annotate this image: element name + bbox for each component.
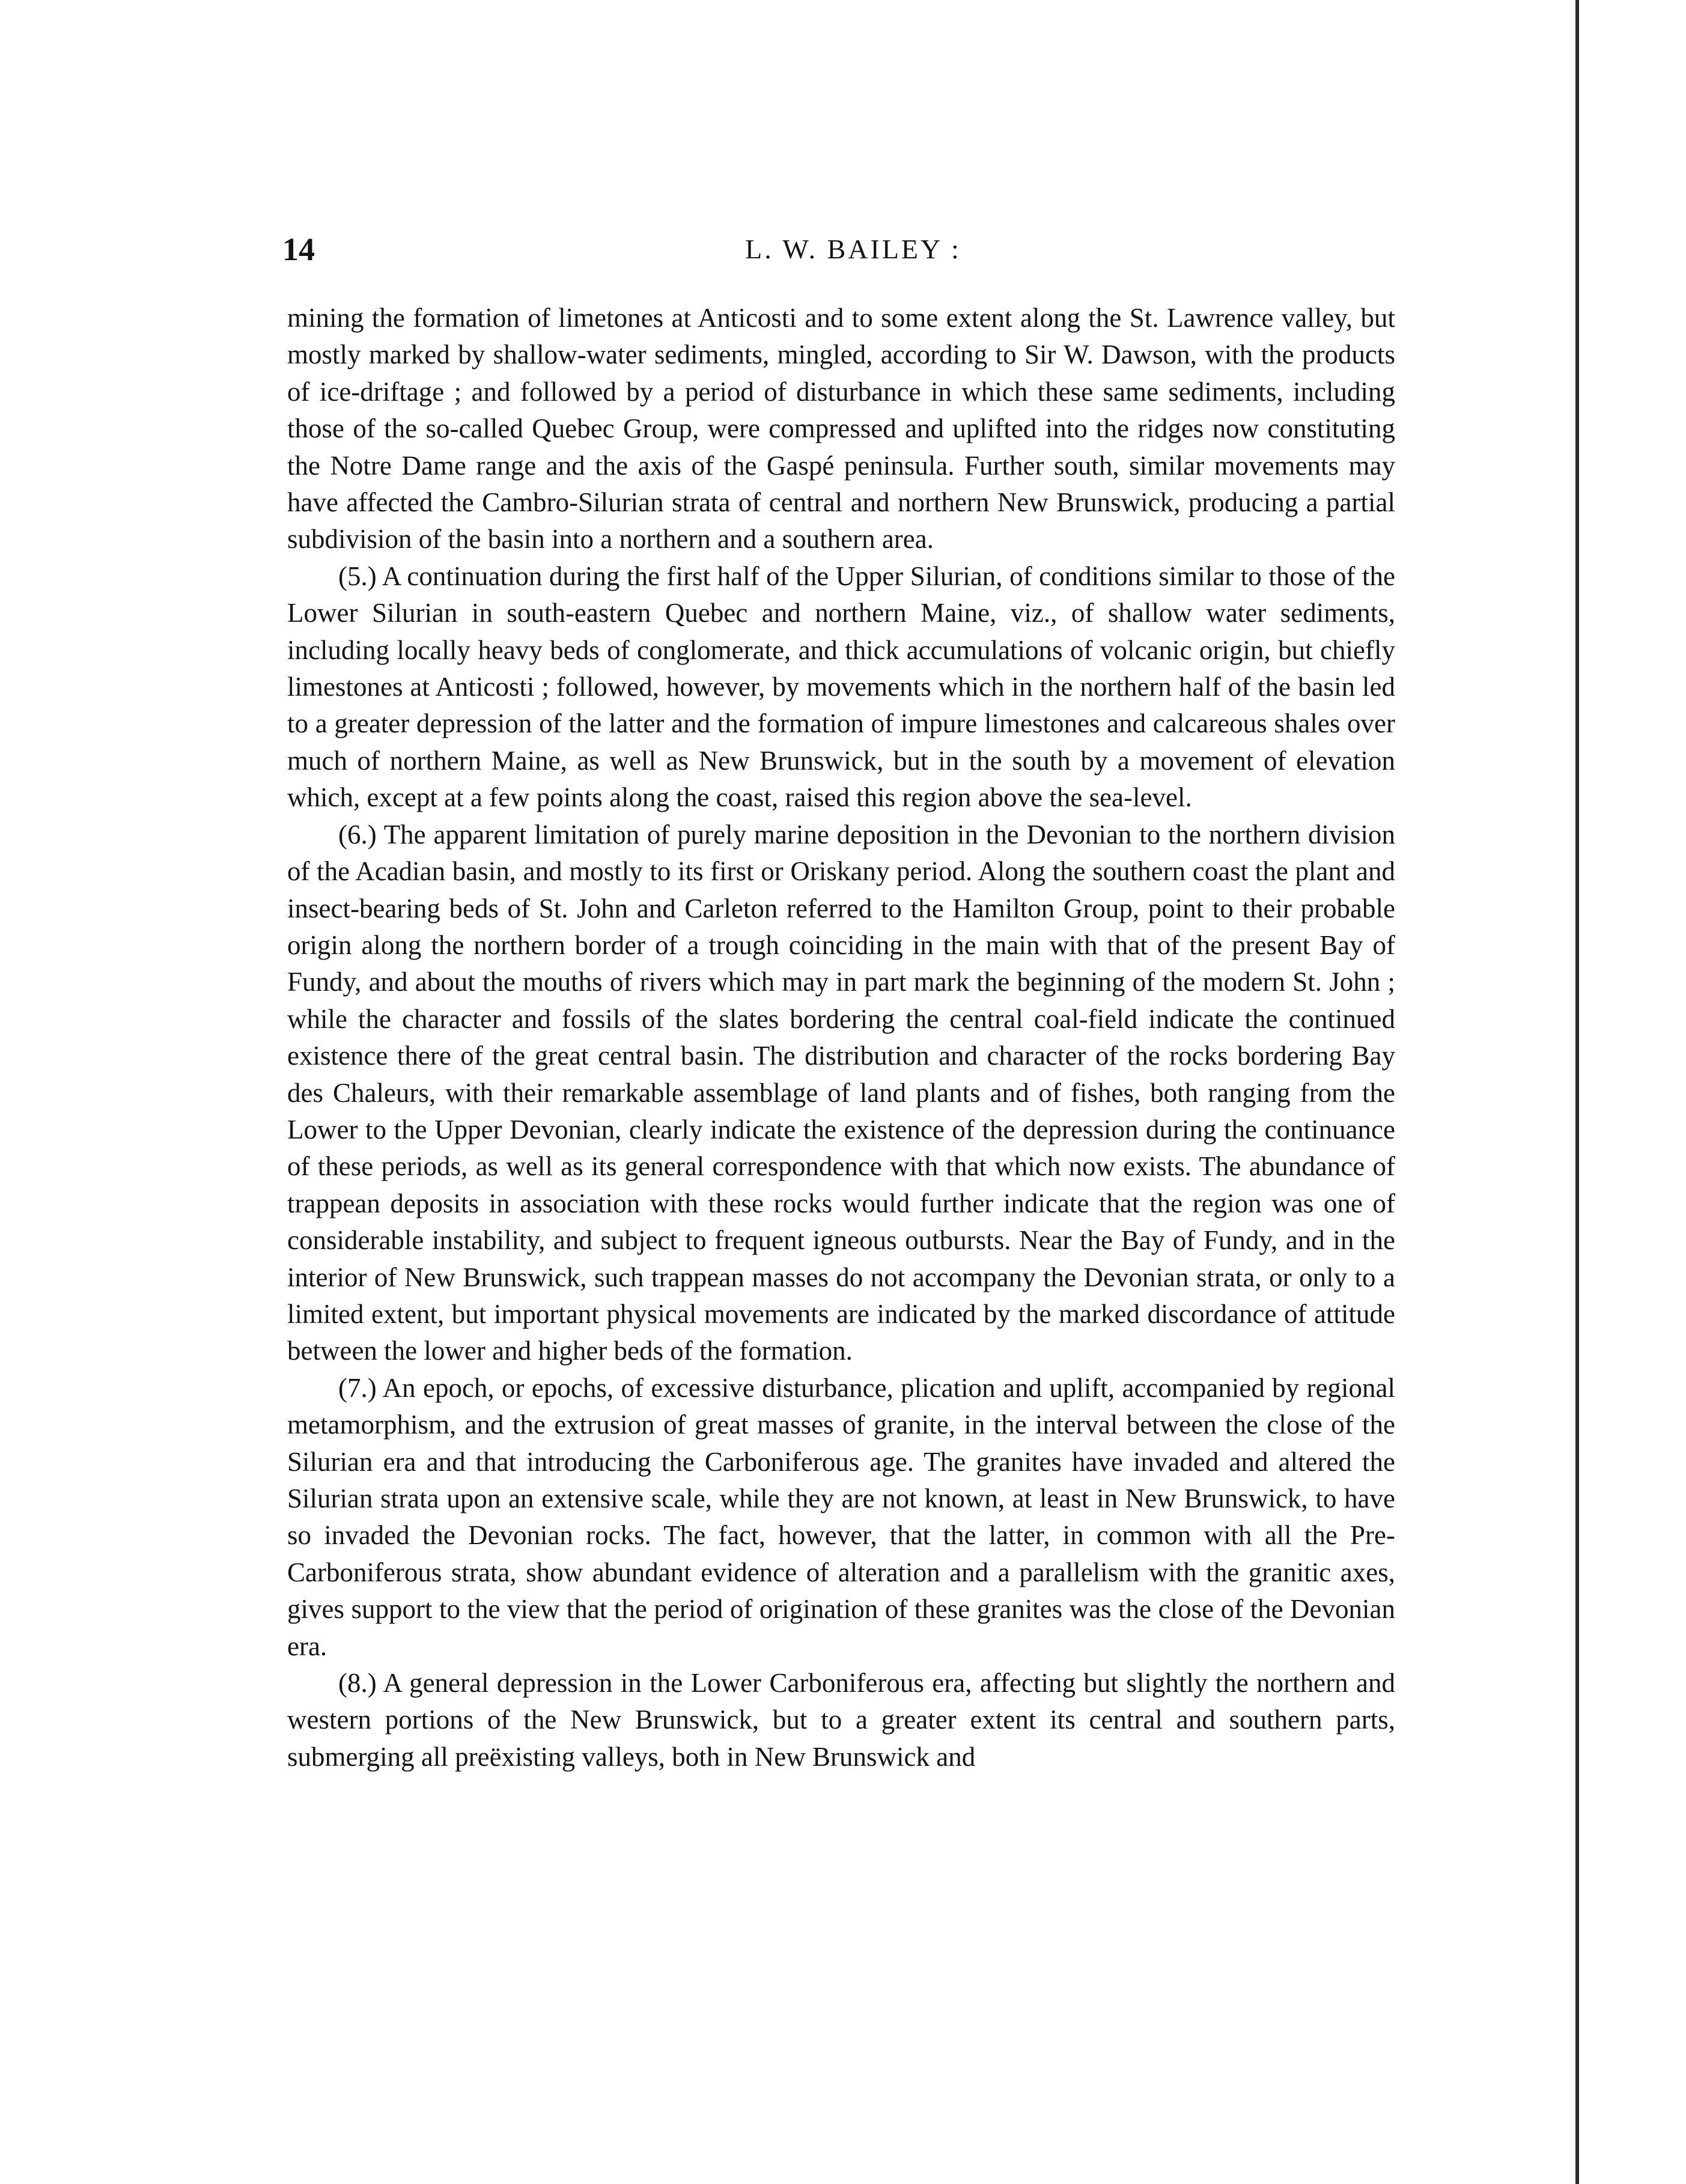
paragraph-item-5: (5.) A continuation during the first half of the Upper Silurian, of conditions similar to those of the Lower Silurian in south-eastern Quebec and northern Maine, viz., of shallow water sediments, including locally heavy beds of conglomerate, and thick accumulations of volcanic origin, but chiefly limestones at Anticosti ; followed, however, by movements which in the northern half of the basin led to a greater depression of the latter and the formation of impure limestones and calcareous shales over much of northern Maine, as well as New Brunswick, but in the south by a movement of elevation which, except at a few points along the coast, raised this region above the sea-level. xyxy=(287,561,1395,813)
paragraph-item-7: (7.) An epoch, or epochs, of excessive disturbance, plication and uplift, accompanied by regional metamorphism, and the extrusion of great masses of granite, in the interval between the close of the Silurian era and that introducing the Carboniferous age. The granites have invaded and altered the Silurian strata upon an extensive scale, while they are not known, at least in New Brunswick, to have so invaded the Devonian rocks. The fact, however, that the latter, in common with all the Pre-Carboniferous strata, show abundant evidence of alteration and a parallelism with the granitic axes, gives support to the view that the period of origination of these granites was the close of the Devonian era. xyxy=(287,1372,1395,1661)
page-edge-rule xyxy=(1575,0,1579,2184)
running-title: L. W. BAILEY : xyxy=(745,234,961,264)
paragraph-item-6: (6.) The apparent limitation of purely marine deposition in the Devonian to the northern division of the Acadian basin, and mostly to its first or Oriskany period. Along the southern coast the plant and insect-bearing beds of St. John and Carleton referred to the Hamilton Group, point to their probable origin along the northern border of a trough coinciding in the main with that of the present Bay of Fundy, and about the mouths of rivers which may in part mark the beginning of the modern St. John ; while the character and fossils of the slates bordering the central coal-field indicate the continued existence there of the great central basin. The distribution and character of the rocks bordering Bay des Chaleurs, with their remarkable assemblage of land plants and of fishes, both ranging from the Lower to the Upper Devonian, clearly indicate the existence of the depression during the continuance of these periods, as well as its general correspondence with that which now exists. The abundance of trappean deposits in association with these rocks would further indicate that the region was one of considerable instability, and subject to frequent igneous outbursts. Near the Bay of Fundy, and in the interior of New Brunswick, such trappean masses do not accompany the Devonian strata, or only to a limited extent, but important physical movements are indicated by the marked discordance of attitude between the lower and higher beds of the formation. xyxy=(287,819,1395,1366)
page-number: 14 xyxy=(282,231,315,267)
paragraph-continuation: mining the formation of limetones at Anticosti and to some extent along the St. Lawrence valley, but mostly marked by shallow-water sediments, mingled, according to Sir W. Dawson, with the products of ice-driftage ; and followed by a period of disturbance in which these same sediments, including those of the so-called Quebec Group, were compressed and uplifted into the ridges now constituting the Notre Dame range and the axis of the Gaspé peninsula. Further south, similar movements may have affected the Cambro-Silurian strata of central and northern New Brunswick, producing a partial subdivision of the basin into a northern and a southern area. xyxy=(287,303,1395,555)
body-text xyxy=(287,300,1395,1775)
paragraph-item-8: (8.) A general depression in the Lower Carboniferous era, affecting but slightly the northern and western portions of the New Brunswick, but to a greater extent its central and southern parts, submerging all preëxisting valleys, both in New Brunswick and xyxy=(287,1668,1395,1772)
running-header xyxy=(282,231,1424,267)
